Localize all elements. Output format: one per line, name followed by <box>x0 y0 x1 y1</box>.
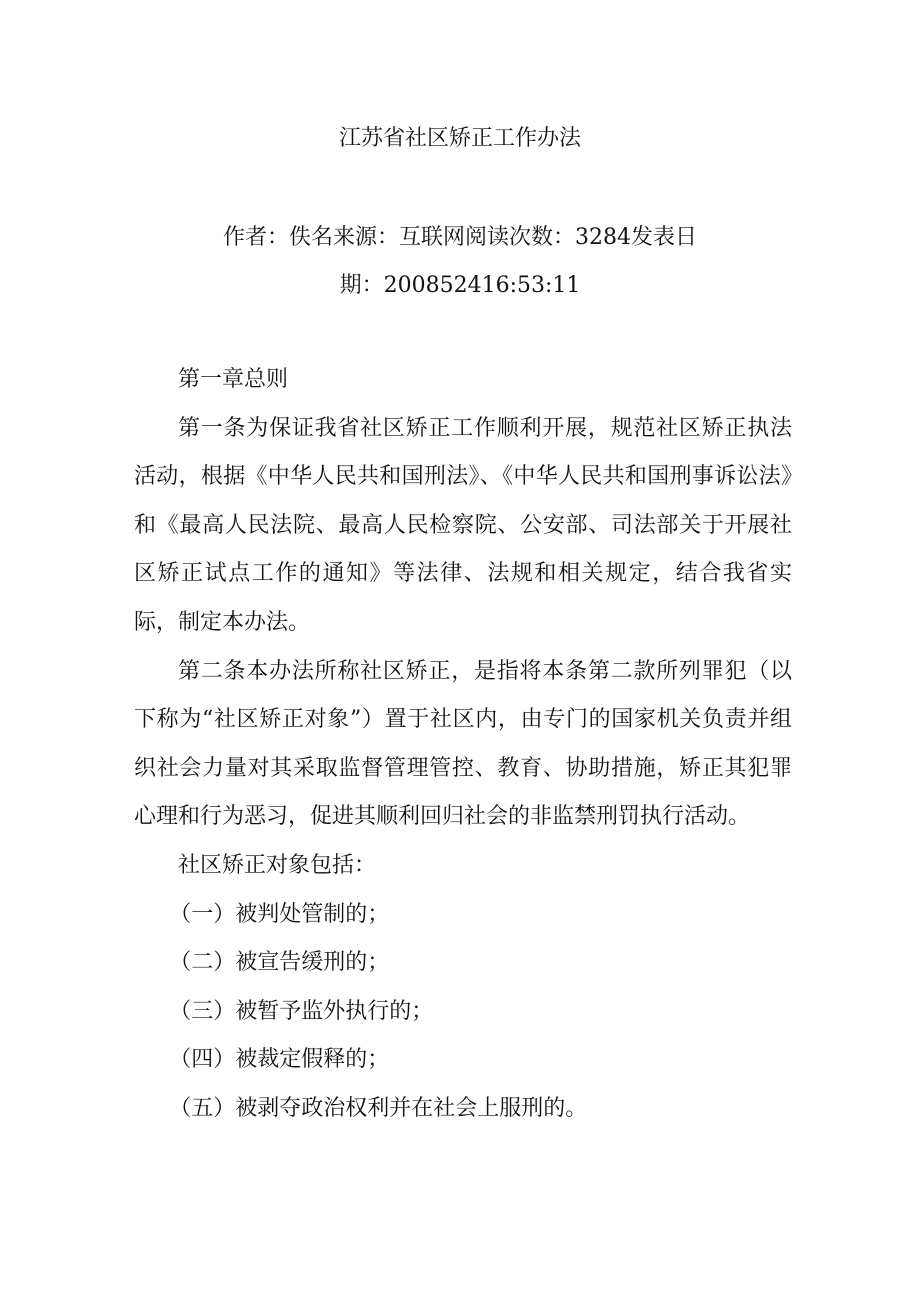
chapter-heading: 第一章总则 <box>178 367 289 392</box>
article-1: 第一条为保证我省社区矫正工作顺利开展，规范社区矫正执法活动，根据《中华人民共和国刑法》、《中华人民共和国刑事诉讼法》和《最高人民法院、最高人民检察院、公安部、司法部关于开展社区矫正试点工作的通知》等法律、法规和相关规定，结合我省实际，制定本办法。 <box>134 415 792 635</box>
document-title: 江苏省社区矫正工作办法 <box>338 126 581 151</box>
list-item: （三）被暂予监外执行的； <box>169 998 434 1024</box>
list-item: （一）被判处管制的； <box>169 901 390 927</box>
list-item: （二）被宣告缓刑的； <box>169 950 390 976</box>
document-body <box>134 356 792 1134</box>
scope-intro: 社区矫正对象包括： <box>178 852 377 878</box>
list-item: （五）被剥夺政治权利并在社会上服刑的。 <box>169 1095 588 1121</box>
article-2: 第二条本办法所称社区矫正，是指将本条第二款所列罪犯（以下称为“社区矫正对象”）置于社区内，由专门的国家机关负责并组织社会力量对其采取监督管理管控、教育、协助措施，矫正其犯罪心理和行为恶习，促进其顺利回归社会的非监禁刑罚执行活动。 <box>134 658 792 830</box>
document-meta: 作者：佚名来源：互联网阅读次数：3284发表日期：200852416:53:11 <box>223 225 697 298</box>
list-item: （四）被裁定假释的； <box>169 1047 390 1073</box>
